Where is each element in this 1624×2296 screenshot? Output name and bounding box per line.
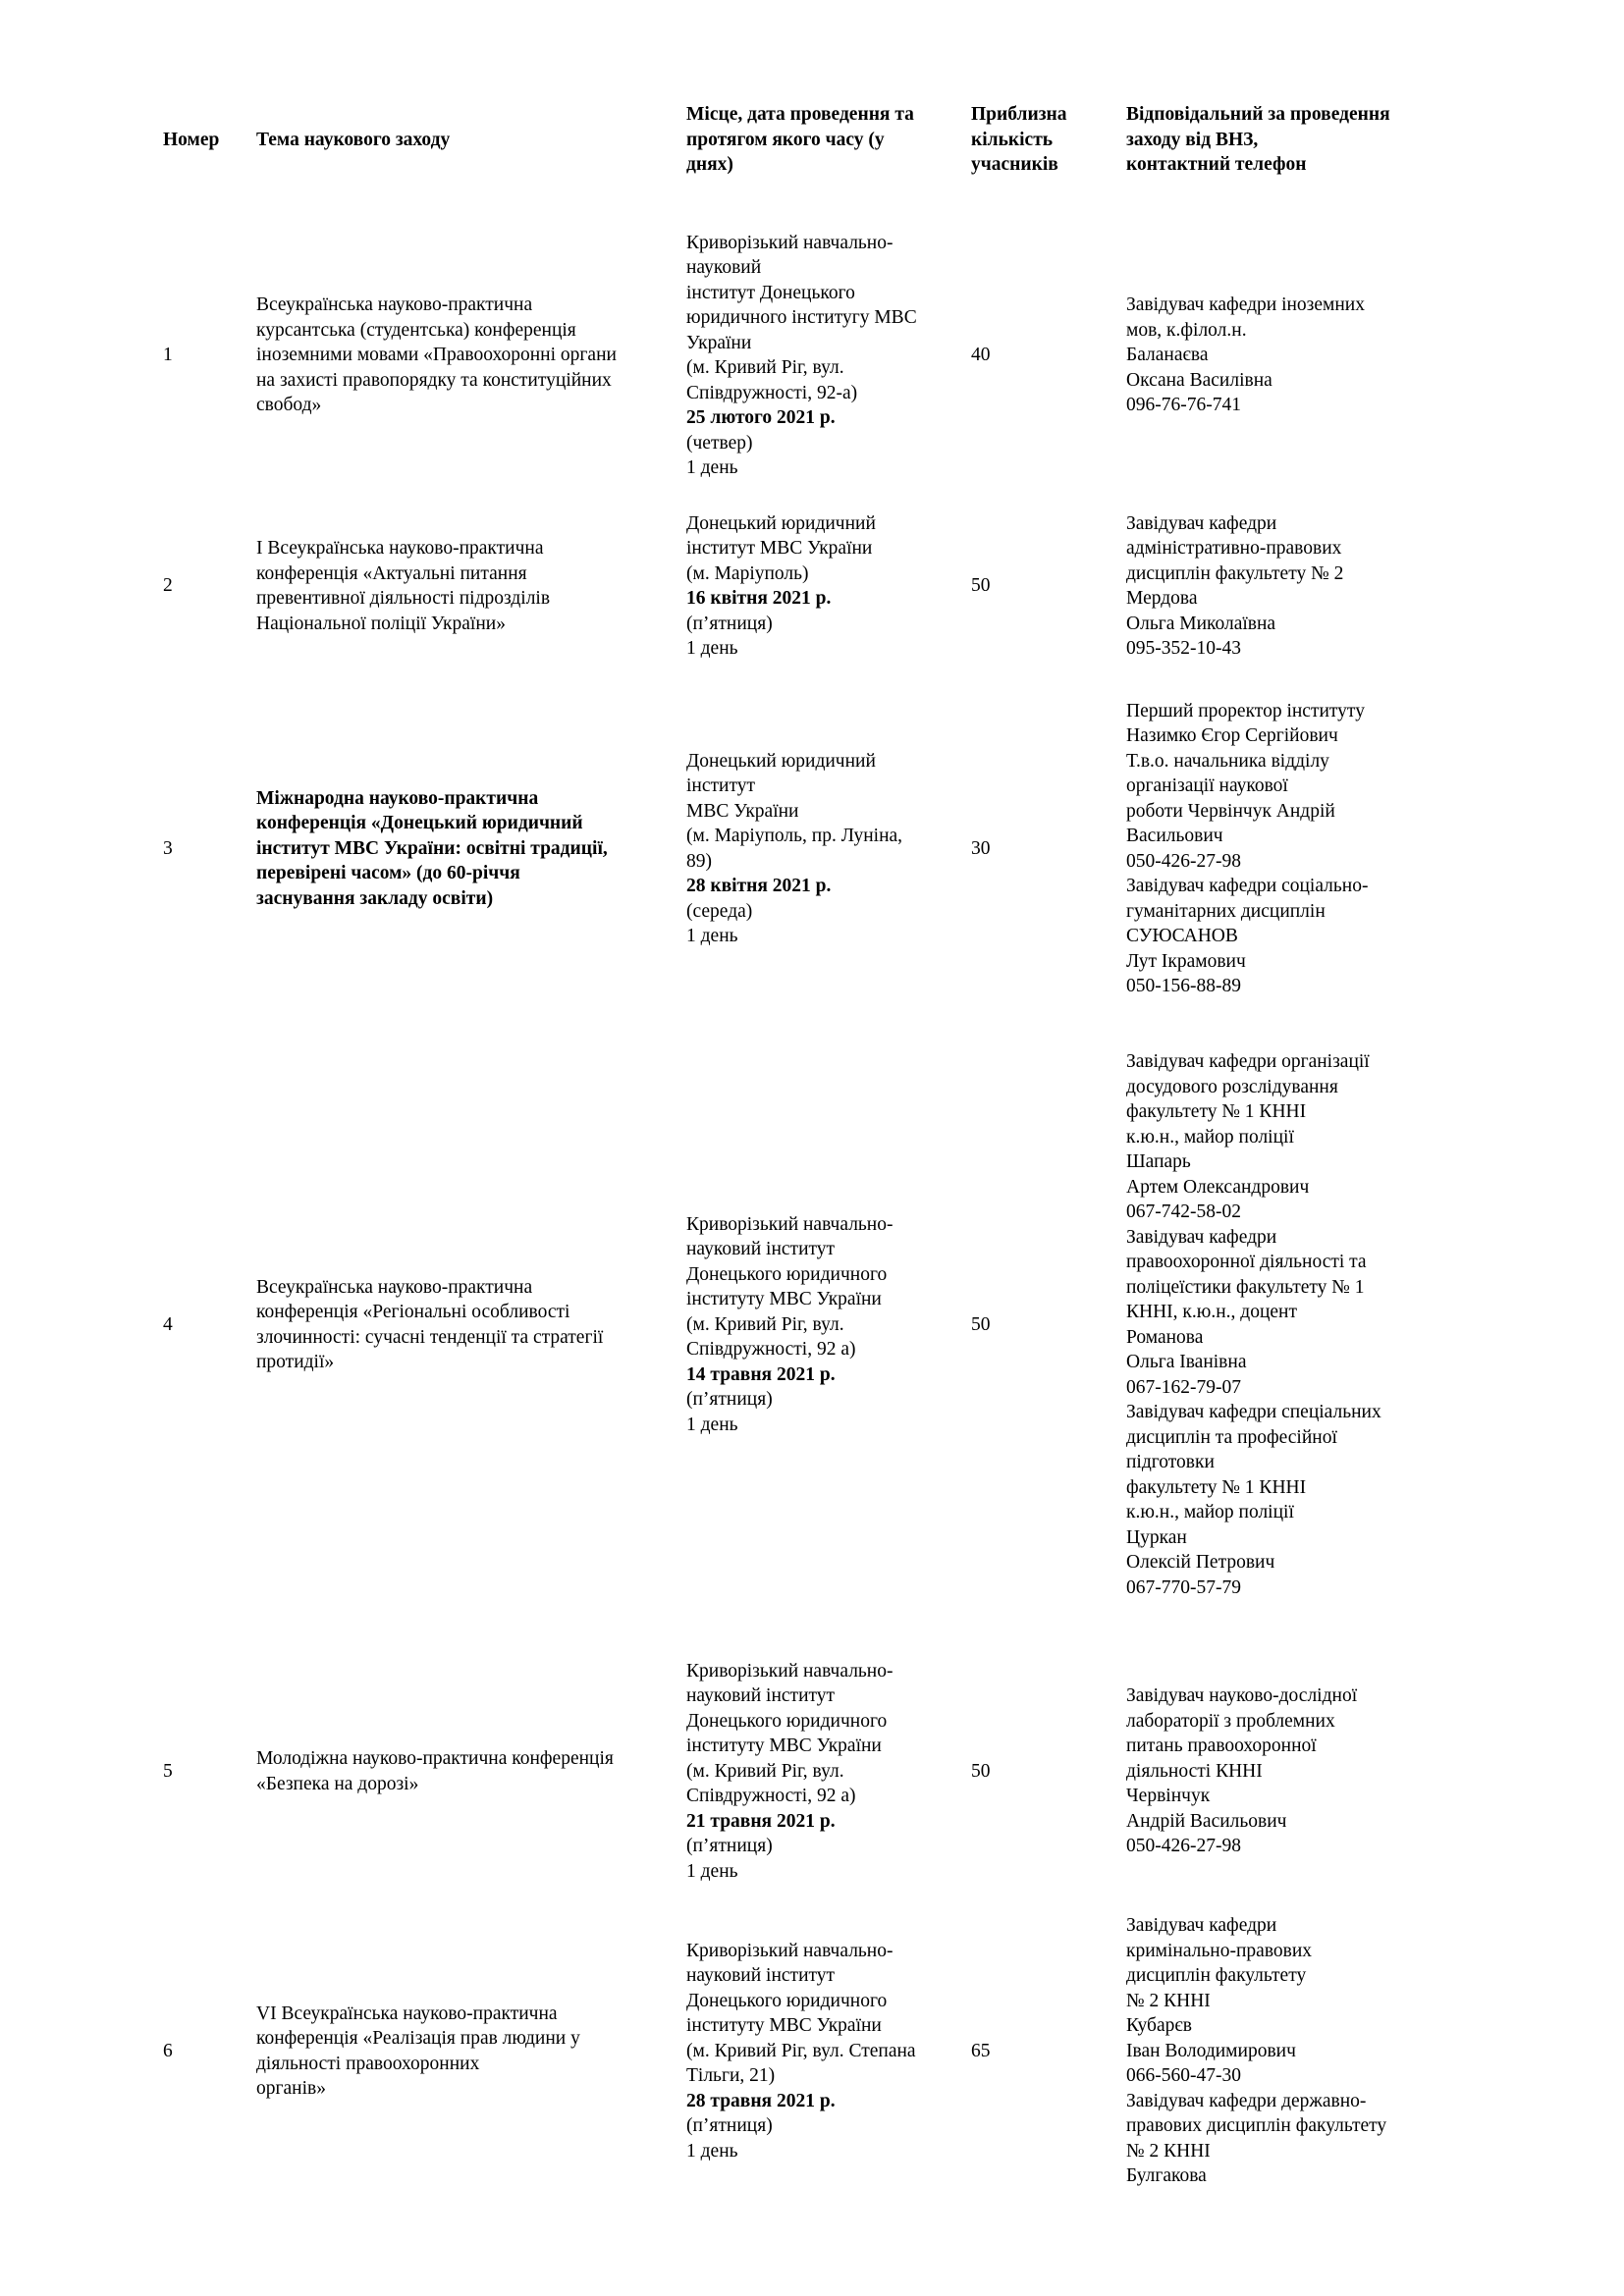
text-line: Іван Володимирович [1126,2040,1296,2061]
event-date: 21 травня 2021 р. [686,1810,836,1832]
event-number [157,182,250,481]
text-line: 89) [686,850,712,872]
text-line: адміністративно-правових [1126,538,1342,559]
text-line: VI Всеукраїнська науково-практична [256,2002,558,2024]
event-place-date [680,182,965,481]
text-line: курсантська (студентська) конференція [256,319,576,341]
text-line: правоохоронної діяльності та [1126,1252,1367,1272]
text-line: 066-560-47-30 [1126,2065,1241,2087]
event-responsible [1120,1890,1448,2214]
text-line: Баланаєва [1126,345,1209,366]
header-number: Номер [163,129,220,150]
text-line: інститут Донецького [686,282,855,303]
text-line: Національної поліції України» [256,613,506,634]
text-line: 067-770-57-79 [1126,1576,1241,1598]
text-line: Донецький юридичний [686,750,876,772]
text-line: (м. Маріуполь) [686,562,809,584]
text-line: 095-352-10-43 [1126,638,1241,659]
events-table [157,98,1448,2214]
event-responsible [1120,182,1448,481]
text-line: МВС України [686,800,799,822]
table-row [157,1006,1448,1634]
event-date: 16 квітня 2021 р. [686,588,832,609]
text-line: роботи Червінчук Андрій [1126,800,1335,822]
text-line: гуманітарних дисциплін [1126,900,1326,922]
text-line: підготовки [1126,1452,1215,1472]
text-line: 50 [971,575,991,597]
text-line: превентивної діяльності підрозділів [256,588,551,609]
event-topic [250,481,680,692]
event-participants [965,1890,1120,2214]
text-line: Завідувач науково-дослідної [1126,1685,1358,1707]
text-line: Всеукраїнська науково-практична [256,294,533,316]
text-line: к.ю.н., майор поліції [1126,1126,1294,1148]
text-line: Червінчук [1126,1786,1211,1807]
text-line: 1 день [686,1860,738,1882]
text-line: 5 [163,1760,173,1782]
text-line: Завідувач кафедри [1126,512,1277,534]
text-line: діяльності КННІ [1126,1760,1263,1782]
text-line: (четвер) [686,432,753,454]
event-number [157,1890,250,2214]
event-responsible [1120,1634,1448,1890]
event-participants [965,481,1120,692]
text-line: № 2 КННІ [1126,1990,1211,2011]
text-line: дисциплін факультету [1126,1965,1307,1987]
text-line: Т.в.о. начальника відділу [1126,750,1329,772]
table-row [157,1634,1448,1890]
event-responsible [1120,1006,1448,1634]
text-line: 050-156-88-89 [1126,976,1241,996]
text-line: на захисті правопорядку та конституційних [256,369,612,391]
text-line: факультету № 1 КННІ [1126,1101,1307,1122]
text-line: науковий [686,257,762,278]
text-line: інститут [686,775,756,796]
text-line: 65 [971,2040,991,2061]
header-responsible: Відповідальний за проведення заходу від ВНЗ, контактний телефон [1126,104,1390,175]
text-line: Завідувач кафедри державно- [1126,2090,1367,2111]
table-header-row [157,98,1448,182]
text-line: організації наукової [1126,775,1288,796]
text-line: питань правоохоронної [1126,1735,1317,1757]
text-line: Перший проректор інституту [1126,700,1365,721]
text-line: юридичного інститугу МВС [686,307,917,328]
text-line: І Всеукраїнська науково-практична [256,538,544,559]
text-line: 067-742-58-02 [1126,1201,1241,1222]
text-line: Міжнародна науково-практична [256,787,539,809]
text-line: 050-426-27-98 [1126,850,1241,872]
event-participants [965,1006,1120,1634]
text-line: дисциплін та професійної [1126,1426,1337,1448]
event-date: 14 травня 2021 р. [686,1363,836,1385]
event-number [157,692,250,1006]
event-responsible [1120,481,1448,692]
text-line: (м. Кривий Ріг, вул. [686,1313,844,1335]
header-topic: Тема наукового заходу [256,129,451,150]
event-topic [250,182,680,481]
event-number [157,1006,250,1634]
text-line: науковий інститут [686,1685,836,1707]
event-participants [965,182,1120,481]
table-row [157,1890,1448,2214]
event-date: 28 квітня 2021 р. [686,876,832,896]
text-line: Булгакова [1126,2165,1207,2187]
event-place-date [680,692,965,1006]
text-line: Цуркан [1126,1526,1187,1548]
text-line: (м. Кривий Ріг, вул. [686,1760,844,1782]
text-line: Артем Олександрович [1126,1176,1310,1198]
header-count: Приблизна кількість учасників [971,104,1067,175]
text-line: Лут Ікрамович [1126,950,1246,972]
text-line: злочинності: сучасні тенденції та стратегії [256,1326,604,1348]
text-line: (п’ятниця) [686,1389,773,1411]
text-line: 067-162-79-07 [1126,1376,1241,1398]
text-line: перевірені часом» (до 60-річчя [256,863,520,884]
text-line: кримінально-правових [1126,1940,1313,1961]
text-line: Співдружності, 92-а) [686,382,858,403]
text-line: «Безпека на дорозі» [256,1773,419,1794]
text-line: 30 [971,837,991,859]
text-line: СУЮСАНОВ [1126,926,1238,946]
text-line: 2 [163,575,173,597]
text-line: інституту МВС України [686,1735,882,1757]
event-responsible [1120,692,1448,1006]
event-place-date [680,1634,965,1890]
text-line: 1 [163,345,173,366]
text-line: Криворізький навчально- [686,1660,893,1682]
text-line: 1 день [686,1414,738,1435]
text-line: конференція «Реалізація прав людини у [256,2028,580,2049]
text-line: Криворізький навчально- [686,1213,893,1235]
text-line: Криворізький навчально- [686,1940,893,1961]
text-line: Донецький юридичний [686,512,876,534]
table-row [157,692,1448,1006]
text-line: 1 день [686,2140,738,2162]
text-line: факультету № 1 КННІ [1126,1476,1307,1498]
text-line: Ольга Миколаївна [1126,613,1276,634]
text-line: Завідувач кафедри [1126,1915,1277,1937]
text-line: (п’ятниця) [686,2115,773,2137]
text-line: науковий інститут [686,1965,836,1987]
text-line: (п’ятниця) [686,613,773,634]
text-line: Завідувач кафедри спеціальних [1126,1402,1381,1422]
text-line: Олексій Петрович [1126,1552,1275,1573]
text-line: (середа) [686,900,753,922]
text-line: інститут МВС України: освітні традиції, [256,837,608,859]
text-line: 1 день [686,926,738,946]
text-line: Донецького юридичного [686,1710,888,1732]
text-line: досудового розслідування [1126,1076,1338,1097]
event-place-date [680,1890,965,2214]
event-place-date [680,1006,965,1634]
text-line: поліцеїстики факультету № 1 [1126,1276,1365,1298]
text-line: (м. Кривий Ріг, вул. Степана [686,2040,916,2061]
text-line: Тільги, 21) [686,2065,776,2087]
text-line: Завідувач кафедри [1126,1226,1277,1248]
text-line: Назимко Єгор Сергійович [1126,725,1338,746]
text-line: Співдружності, 92 а) [686,1339,856,1361]
text-line: України [686,332,752,353]
text-line: заснування закладу освіти) [256,887,494,909]
event-participants [965,1634,1120,1890]
text-line: правових дисциплін факультету [1126,2115,1387,2137]
header-place: Місце, дата проведення та протягом якого часу (у днях) [686,104,914,175]
text-line: (п’ятниця) [686,1836,773,1857]
text-line: 6 [163,2040,173,2061]
text-line: 096-76-76-741 [1126,395,1241,416]
event-topic [250,1006,680,1634]
table-row [157,182,1448,481]
event-date: 28 травня 2021 р. [686,2090,836,2111]
text-line: Шапарь [1126,1151,1191,1172]
text-line: Донецького юридичного [686,1263,888,1285]
text-line: 3 [163,837,173,859]
text-line: конференція «Регіональні особливості [256,1302,570,1322]
text-line: свобод» [256,395,322,416]
text-line: КННІ, к.ю.н., доцент [1126,1302,1297,1322]
text-line: к.ю.н., майор поліції [1126,1502,1294,1522]
text-line: Криворізький навчально- [686,232,893,253]
text-line: 40 [971,345,991,366]
text-line: № 2 КННІ [1126,2140,1211,2162]
text-line: Співдружності, 92 а) [686,1786,856,1807]
event-number [157,481,250,692]
text-line: інституту МВС України [686,1289,882,1310]
text-line: конференція «Донецький юридичний [256,813,583,834]
text-line: Андрій Васильович [1126,1810,1287,1832]
text-line: Донецького юридичного [686,1990,888,2011]
text-line: Всеукраїнська науково-практична [256,1276,533,1298]
text-line: Завідувач кафедри організації [1126,1051,1370,1072]
text-line: 050-426-27-98 [1126,1836,1241,1857]
text-line: Мердова [1126,588,1198,609]
event-topic [250,1634,680,1890]
text-line: органів» [256,2078,326,2099]
text-line: 50 [971,1760,991,1782]
text-line: Кубарєв [1126,2015,1192,2037]
text-line: 1 день [686,638,738,659]
text-line: 4 [163,1313,173,1335]
text-line: лабораторії з проблемних [1126,1710,1335,1732]
text-line: протидії» [256,1352,335,1372]
text-line: дисциплін факультету № 2 [1126,562,1344,584]
text-line: конференція «Актуальні питання [256,562,527,584]
event-participants [965,692,1120,1006]
text-line: (м. Кривий Ріг, вул. [686,357,844,378]
text-line: 50 [971,1313,991,1335]
text-line: науковий інститут [686,1239,836,1260]
event-place-date [680,481,965,692]
text-line: Оксана Василівна [1126,369,1272,391]
event-date: 25 лютого 2021 р. [686,407,836,428]
text-line: Завідувач кафедри соціально- [1126,876,1369,896]
text-line: мов, к.філол.н. [1126,319,1247,341]
event-topic [250,692,680,1006]
event-number [157,1634,250,1890]
text-line: Васильович [1126,826,1223,846]
text-line: іноземними мовами «Правоохоронні органи [256,345,617,366]
text-line: інституту МВС України [686,2015,882,2037]
text-line: діяльності правоохоронних [256,2053,480,2074]
event-topic [250,1890,680,2214]
text-line: інститут МВС України [686,538,873,559]
text-line: Молодіжна науково-практична конференція [256,1748,614,1769]
text-line: Ольга Іванівна [1126,1352,1247,1372]
text-line: Романова [1126,1326,1204,1348]
text-line: (м. Маріуполь, пр. Луніна, [686,826,903,846]
table-row [157,481,1448,692]
text-line: 1 день [686,457,738,478]
text-line: Завідувач кафедри іноземних [1126,294,1365,316]
